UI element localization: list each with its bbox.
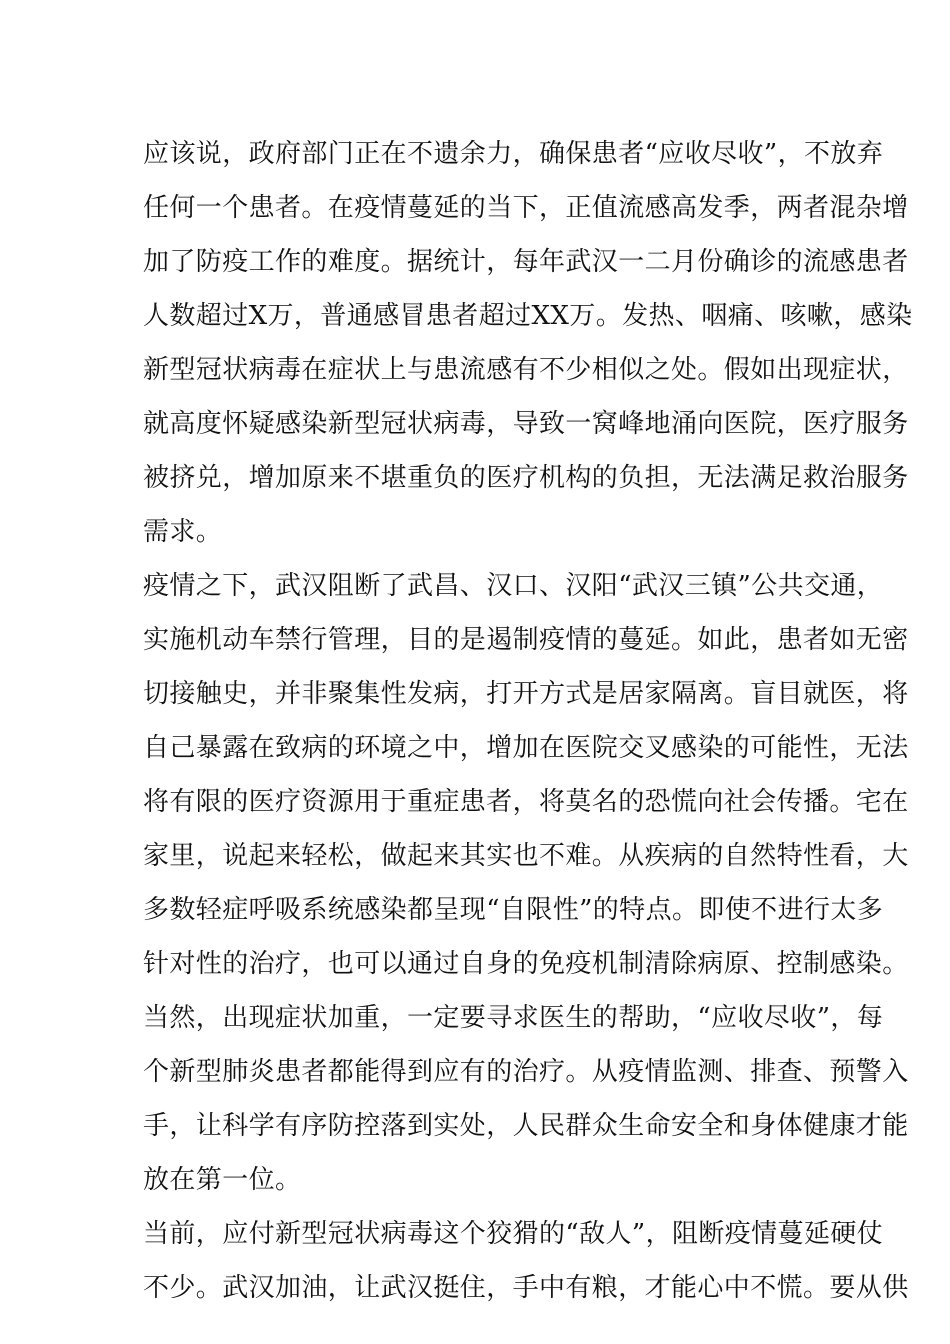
text-line: 当然，出现症状加重，一定要寻求医生的帮助，“应收尽收”，每 xyxy=(143,1003,884,1033)
text-line: 手，让科学有序防控落到实处，人民群众生命安全和身体健康才能 xyxy=(143,1111,909,1141)
paragraph-2 xyxy=(143,559,909,991)
text-line: 个新型肺炎患者都能得到应有的治疗。从疫情监测、排查、预警入 xyxy=(143,1057,909,1087)
text-line: 加了防疫工作的难度。据统计，每年武汉一二月份确诊的流感患者 xyxy=(143,247,909,277)
text-line: 应该说，政府部门正在不遗余力，确保患者“应收尽收”，不放弃 xyxy=(143,139,884,169)
text-line: 将有限的医疗资源用于重症患者，将莫名的恐慌向社会传播。宅在 xyxy=(143,787,909,817)
text-line: 自己暴露在致病的环境之中，增加在医院交叉感染的可能性，无法 xyxy=(143,733,909,763)
text-line: 家里，说起来轻松，做起来其实也不难。从疾病的自然特性看，大 xyxy=(143,841,909,871)
paragraph-4 xyxy=(143,1207,909,1315)
text-line: 多数轻症呼吸系统感染都呈现“自限性”的特点。即使不进行太多 xyxy=(143,895,884,925)
text-line: 实施机动车禁行管理，目的是遏制疫情的蔓延。如此，患者如无密 xyxy=(143,625,909,655)
text-line: 疫情之下，武汉阻断了武昌、汉口、汉阳“武汉三镇”公共交通， xyxy=(143,571,884,601)
paragraph-3 xyxy=(143,991,909,1207)
text-line: 人数超过X万，普通感冒患者超过XX万。发热、咽痛、咳嗽，感染 xyxy=(143,301,913,331)
text-line: 当前，应付新型冠状病毒这个狡猾的“敌人”，阻断疫情蔓延硬仗 xyxy=(143,1219,884,1249)
text-line: 不少。武汉加油，让武汉挺住，手中有粮，才能心中不慌。要从供 xyxy=(143,1273,909,1303)
text-line: 就高度怀疑感染新型冠状病毒，导致一窝峰地涌向医院，医疗服务 xyxy=(143,409,909,439)
text-line: 任何一个患者。在疫情蔓延的当下，正值流感高发季，两者混杂增 xyxy=(143,193,909,223)
paragraph-1 xyxy=(143,127,913,559)
text-line: 被挤兑，增加原来不堪重负的医疗机构的负担，无法满足救治服务 xyxy=(143,463,909,493)
document-body xyxy=(143,127,913,1315)
text-line: 新型冠状病毒在症状上与患流感有不少相似之处。假如出现症状， xyxy=(143,355,909,385)
text-line: 放在第一位。 xyxy=(143,1165,302,1195)
text-line: 针对性的治疗，也可以通过自身的免疫机制清除病原、控制感染。 xyxy=(143,949,909,979)
text-line: 切接触史，并非聚集性发病，打开方式是居家隔离。盲目就医，将 xyxy=(143,679,909,709)
text-line: 需求。 xyxy=(143,517,223,547)
